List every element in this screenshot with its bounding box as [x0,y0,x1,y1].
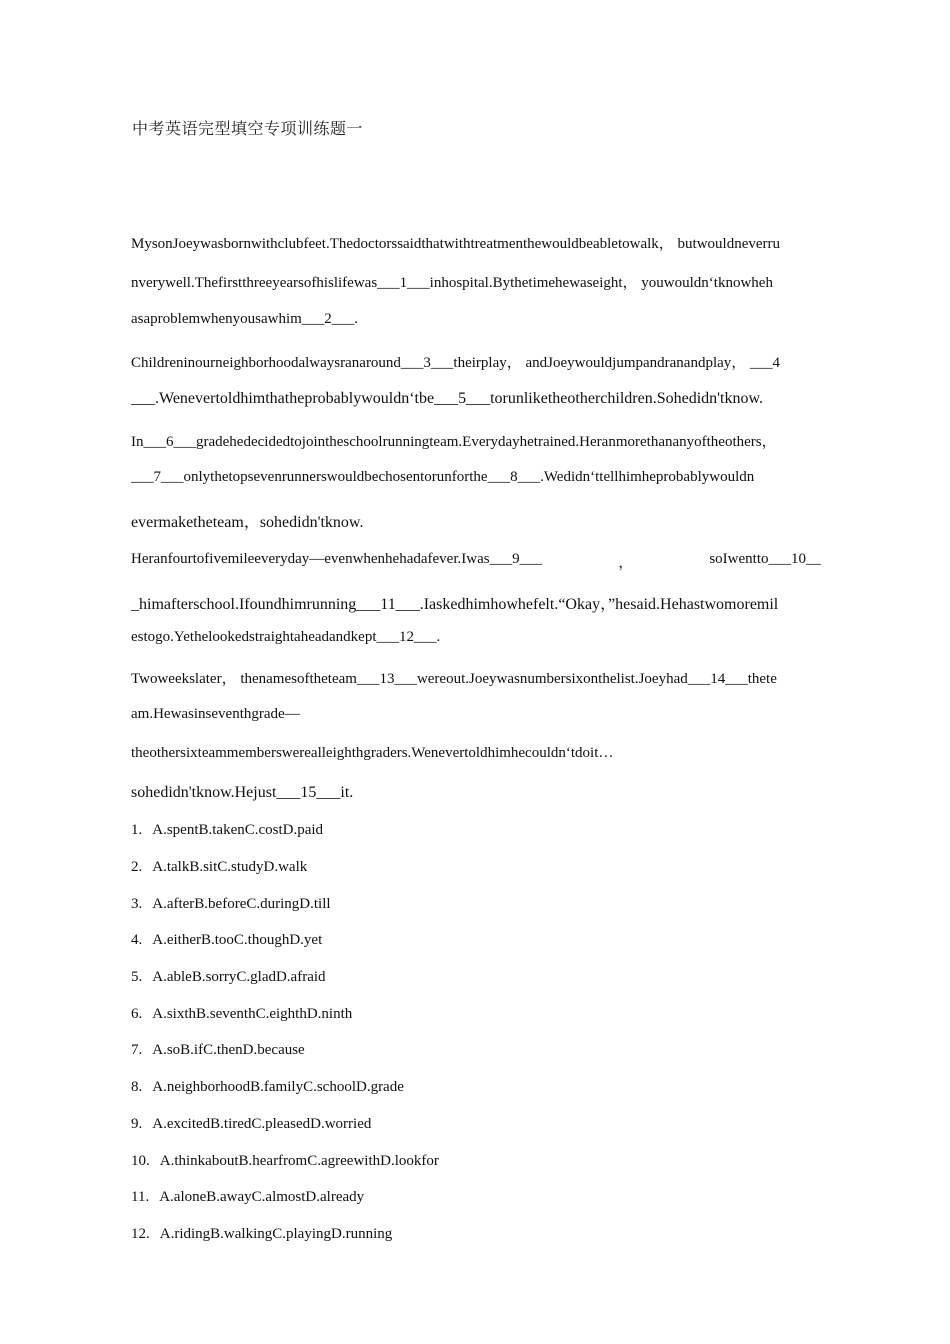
passage-segment: soIwentto___10__ [709,551,821,567]
option-text: A.talkB.sitC.studyD.walk [152,859,308,875]
passage-segment: ， [618,555,634,571]
option-text: A.ableB.sorryC.gladD.afraid [152,969,326,985]
option-item [131,969,326,986]
option-text: A.spentB.takenC.costD.paid [152,822,324,838]
option-number: 3. [131,896,143,912]
option-item [131,1006,352,1023]
passage-line: sohedidn'tknow.Hejust___15___it. [131,784,354,801]
option-number: 5. [131,969,143,985]
option-text: A.excitedB.tiredC.pleasedD.worried [152,1116,372,1132]
option-item [131,896,331,913]
option-item [131,822,323,839]
option-number: 9. [131,1116,143,1132]
option-text: A.aloneB.awayC.almostD.already [159,1189,365,1205]
passage-line: theothersixteammemberswereallеighthgraders.Wenevertoldhimhecouldn‘tdoit… [131,745,614,761]
option-number: 8. [131,1079,143,1095]
option-number: 11. [131,1189,150,1205]
passage-line: evermaketheteam，sohedidn'tknow. [131,514,364,531]
passage-line: estogo.Yethelookedstraightaheadandkept___12___. [131,629,441,645]
passage-line: Childreninourneighborhoodalwaysranaround___3___theirplay， andJoeywouldjumpandranandplay， ___4 [131,355,781,371]
option-item [131,1042,305,1059]
option-text: A.thinkaboutB.hearfromC.agreewithD.lookfor [159,1153,439,1169]
option-item [131,859,307,876]
passage-line: _himafterschool.Ifoundhimrunning___11___.Iaskedhimhowhefelt.“Okay，”hesaid.Hehastwomoremil [131,596,779,613]
option-item [131,1226,392,1243]
option-item [131,1116,371,1133]
option-text: A.eitherB.tooC.thoughD.yet [152,932,323,948]
option-number: 2. [131,859,143,875]
option-number: 7. [131,1042,143,1058]
passage-line: Twoweekslater， thenamesoftheteam___13___wereout.Joeywasnumbersixonthelist.Joeyhad___14___thete [131,671,777,687]
passage-line: nverywell.Thefirstthreeyearsofhislifewas___1___inhospital.Bythetimehewaseight， youwouldn‘tknowheh [131,275,773,291]
option-number: 12. [131,1226,150,1242]
option-item [131,932,322,949]
option-number: 1. [131,822,143,838]
passage-line: ___.Wenevertoldhimthatheprobablywouldn‘tbe___5___torunliketheotherchildren.Sohedidn'tknow. [131,390,763,407]
option-item [131,1079,404,1096]
passage-line: asaproblemwhenyousawhim___2___. [131,311,359,327]
passage-segment: Heranfourtofivemileeveryday—evenwhenhehadafever.Iwas___9___ [131,551,543,567]
option-text: A.soB.ifC.thenD.because [152,1042,305,1058]
passage-line: ___7___onlythetopsevenrunnerswouldbechosentorunforthe___8___.Wedidn‘ttellhimheprobablywouldn [131,469,755,485]
passage-line: MysonJoeywasbornwithclubfeet.Thedoctorssaidthatwithtreatmenthewouldbeabletowalk， butwouldneverru [131,236,780,252]
option-number: 6. [131,1006,143,1022]
option-item [131,1153,439,1170]
page-title: 中考英语完型填空专项训练题一 [132,119,364,138]
option-text: A.neighborhoodB.familyC.schoolD.grade [152,1079,404,1095]
passage-line [131,551,821,572]
option-text: A.sixthB.seventhC.eighthD.ninth [152,1006,353,1022]
passage-line: In___6___gradehedecidedtojointheschoolrunningteam.Everydayhetrained.Heranmorethananyoftheothers， [131,434,777,450]
option-number: 4. [131,932,143,948]
option-text: A.afterB.beforeC.duringD.till [152,896,331,912]
option-text: A.ridingB.walkingC.playingD.running [159,1226,393,1242]
passage-line: am.Hewasinseventhgrade— [131,706,300,722]
option-item [131,1189,364,1206]
option-number: 10. [131,1153,150,1169]
